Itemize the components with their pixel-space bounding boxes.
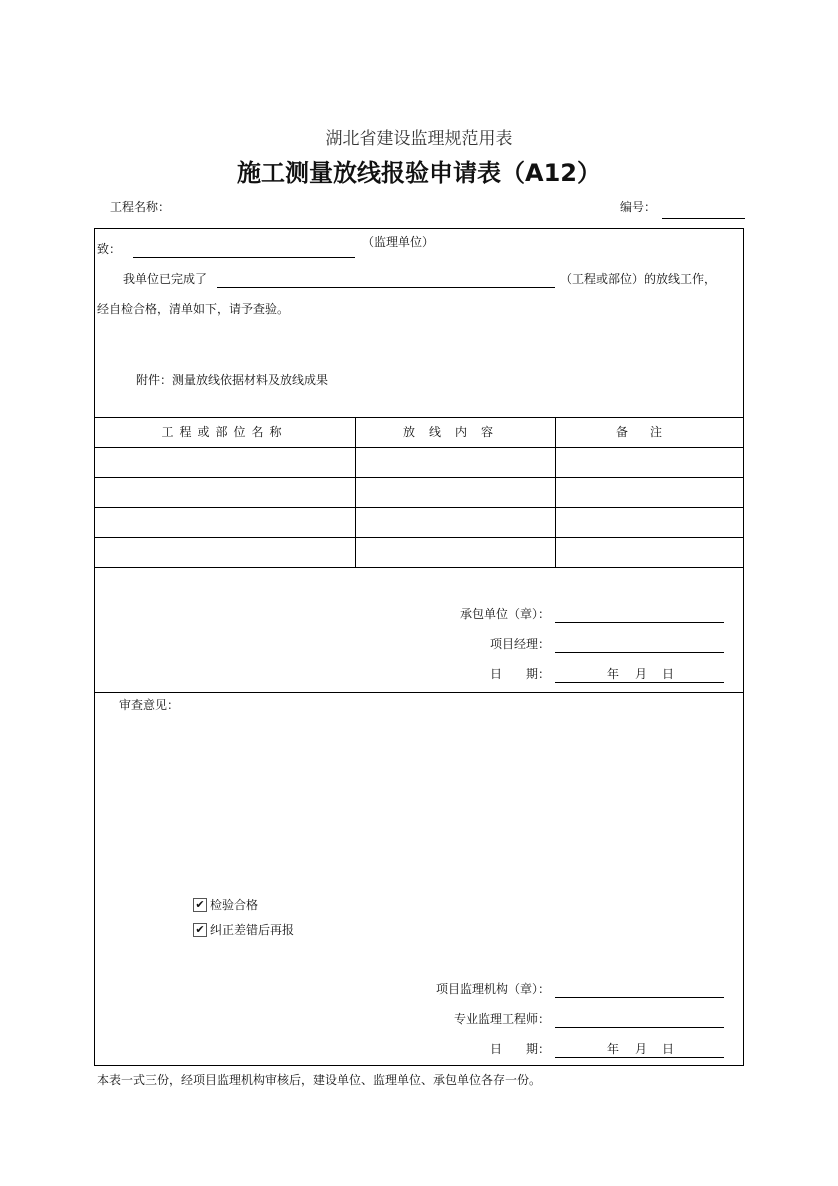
completed-suffix: （工程或部位）的放线工作，: [560, 272, 717, 286]
divider: [94, 567, 744, 568]
column-header-name: 工程或部位名称: [161, 425, 288, 439]
contractor-date-field[interactable]: [555, 682, 724, 683]
month-label: 月: [635, 1042, 648, 1056]
form-subtitle: 湖北省建设监理规范用表: [325, 129, 513, 149]
supervision-org-field[interactable]: [555, 997, 724, 998]
footer-note: 本表一式三份，经项目监理机构审核后，建设单位、监理单位、承包单位各存一份。: [97, 1073, 542, 1087]
check-icon: ✔: [195, 923, 205, 936]
review-label: 审查意见：: [119, 698, 180, 712]
contractor-unit-field[interactable]: [555, 622, 724, 623]
project-manager-field[interactable]: [555, 652, 724, 653]
column-header-content: 放线内容: [402, 425, 507, 439]
checkbox-inspection-passed[interactable]: [193, 898, 207, 912]
review-date-label: 日 期：: [489, 1042, 550, 1056]
attachment-text: 附件：测量放线依据材料及放线成果: [136, 373, 329, 387]
check-icon: ✔: [195, 898, 205, 911]
serial-label: 编号：: [620, 200, 657, 214]
engineer-field[interactable]: [555, 1027, 724, 1028]
day-label: 日: [662, 1042, 675, 1056]
divider: [94, 507, 744, 508]
project-name-label: 工程名称：: [110, 200, 171, 214]
supervision-org-label: 项目监理机构（章）：: [435, 982, 550, 996]
column-header-remarks: 备注: [615, 425, 684, 439]
form-title: 施工测量放线报验申请表（A12）: [237, 159, 601, 187]
contractor-date-label: 日 期：: [489, 667, 550, 681]
self-check-text: 经自检合格，清单如下，请予查验。: [97, 302, 290, 316]
divider: [94, 692, 744, 693]
to-label: 致：: [97, 242, 122, 256]
review-date-field[interactable]: [555, 1057, 724, 1058]
completed-prefix: 我单位已完成了: [123, 272, 208, 286]
day-label: 日: [662, 667, 675, 681]
contractor-unit-label: 承包单位（章）：: [459, 607, 550, 621]
divider: [94, 447, 744, 448]
project-manager-label: 项目经理：: [489, 637, 550, 651]
divider: [94, 417, 744, 418]
option-inspection-passed: 检验合格: [210, 898, 259, 912]
project-part-field[interactable]: [217, 287, 555, 288]
month-label: 月: [635, 667, 648, 681]
checkbox-correct-resubmit[interactable]: [193, 923, 207, 937]
divider: [94, 537, 744, 538]
engineer-label: 专业监理工程师：: [453, 1012, 550, 1026]
divider: [94, 477, 744, 478]
supervisor-unit-note: （监理单位）: [362, 235, 435, 249]
serial-field[interactable]: [662, 218, 745, 219]
supervisor-unit-field[interactable]: [133, 257, 355, 258]
option-correct-resubmit: 纠正差错后再报: [210, 923, 295, 937]
year-label: 年: [607, 1042, 620, 1056]
year-label: 年: [607, 667, 620, 681]
